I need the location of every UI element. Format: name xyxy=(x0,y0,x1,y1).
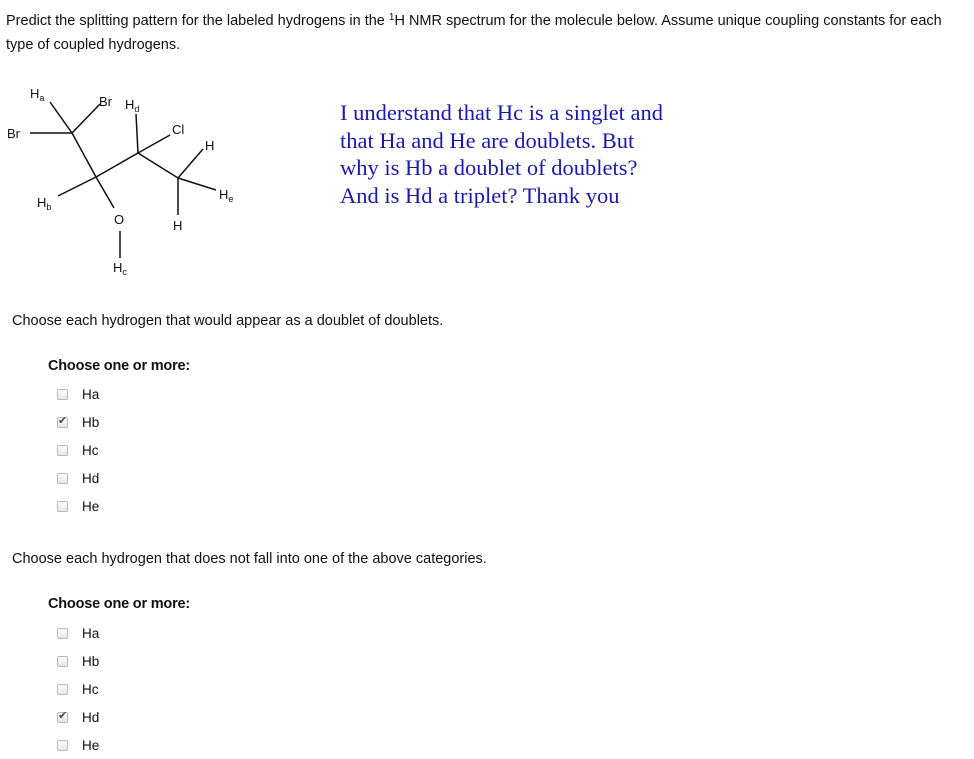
q1-option-hd[interactable] xyxy=(57,464,99,492)
question-2-text: Choose each hydrogen that does not fall into one of the above categories. xyxy=(12,551,487,567)
bond-c4-he xyxy=(178,178,216,190)
question-2-choose-label: Choose one or more: xyxy=(48,596,191,612)
q1-option-he[interactable] xyxy=(57,492,99,520)
label-oxygen: O xyxy=(114,212,125,227)
note-line: I understand that Hc is a singlet and xyxy=(340,100,664,125)
q2-option-hd[interactable] xyxy=(57,703,99,731)
bond-c2-o xyxy=(96,177,114,208)
option-label: Hd xyxy=(82,470,100,486)
student-note xyxy=(340,99,720,209)
option-label: Hb xyxy=(82,414,100,430)
question-1-text: Choose each hydrogen that would appear as a doublet of doublets. xyxy=(12,313,444,329)
checkbox[interactable] xyxy=(57,445,68,456)
note-line: why is Hb a doublet of doublets? xyxy=(340,155,638,180)
label-br-top: Br xyxy=(99,94,112,109)
bond-c3-hd xyxy=(136,114,138,153)
option-label: Hc xyxy=(82,681,99,697)
question-prompt xyxy=(6,6,971,57)
option-label: Hb xyxy=(82,653,100,669)
checkbox[interactable] xyxy=(57,712,68,723)
q2-option-hc[interactable] xyxy=(57,675,99,703)
bond-c4-h xyxy=(178,149,203,178)
checkbox[interactable] xyxy=(57,389,68,400)
question-2-options xyxy=(57,619,99,759)
q1-option-ha[interactable] xyxy=(57,380,99,408)
option-label: He xyxy=(82,737,100,753)
q2-option-hb[interactable] xyxy=(57,647,99,675)
checkbox[interactable] xyxy=(57,656,68,667)
prompt-superscript: 1 xyxy=(388,12,395,23)
molecule-structure xyxy=(0,82,270,287)
bond-c2-c3 xyxy=(96,153,138,177)
checkbox[interactable] xyxy=(57,501,68,512)
label-cl: Cl xyxy=(172,122,185,137)
bond-c3-cl xyxy=(138,135,170,153)
label-hc: $H_c$ xyxy=(113,260,127,277)
note-line: And is Hd a triplet? Thank you xyxy=(340,182,620,208)
option-label: Ha xyxy=(82,625,100,641)
question-1-choose-label: Choose one or more: xyxy=(48,358,191,374)
bond-c1-br xyxy=(72,104,100,133)
label-ha: $H_a$ xyxy=(30,86,45,103)
bond-c3-c4 xyxy=(138,153,178,178)
prompt-text-end: H NMR spectrum for the molecule below. Assume unique coupling constants for each type of coupled hydrogens. xyxy=(6,13,942,53)
bond-c1-c2 xyxy=(72,133,96,177)
checkbox[interactable] xyxy=(57,473,68,484)
option-label: Hc xyxy=(82,442,99,458)
label-br-left: Br xyxy=(7,126,20,141)
checkbox[interactable] xyxy=(57,417,68,428)
q1-option-hc[interactable] xyxy=(57,436,99,464)
q2-option-ha[interactable] xyxy=(57,619,99,647)
option-label: Hd xyxy=(82,709,100,725)
bond-c2-hb xyxy=(58,177,96,196)
option-label: He xyxy=(82,498,100,514)
label-h-right: H xyxy=(205,138,215,153)
checkbox[interactable] xyxy=(57,628,68,639)
bond-c1-ha xyxy=(50,102,72,133)
label-hb: $H_b$ xyxy=(37,195,52,212)
label-h-bottom: H xyxy=(173,218,183,233)
label-hd: $H_d$ xyxy=(125,97,140,114)
molecule-bonds xyxy=(30,102,216,258)
note-line: that Ha and He are doublets. But xyxy=(340,127,635,153)
checkbox[interactable] xyxy=(57,740,68,751)
label-he: $H_e$ xyxy=(219,187,234,204)
option-label: Ha xyxy=(82,386,100,402)
question-1-options xyxy=(57,380,99,520)
checkbox[interactable] xyxy=(57,684,68,695)
prompt-text-start: Predict the splitting pattern for the labeled hydrogens in the xyxy=(6,13,389,29)
q1-option-hb[interactable] xyxy=(57,408,99,436)
